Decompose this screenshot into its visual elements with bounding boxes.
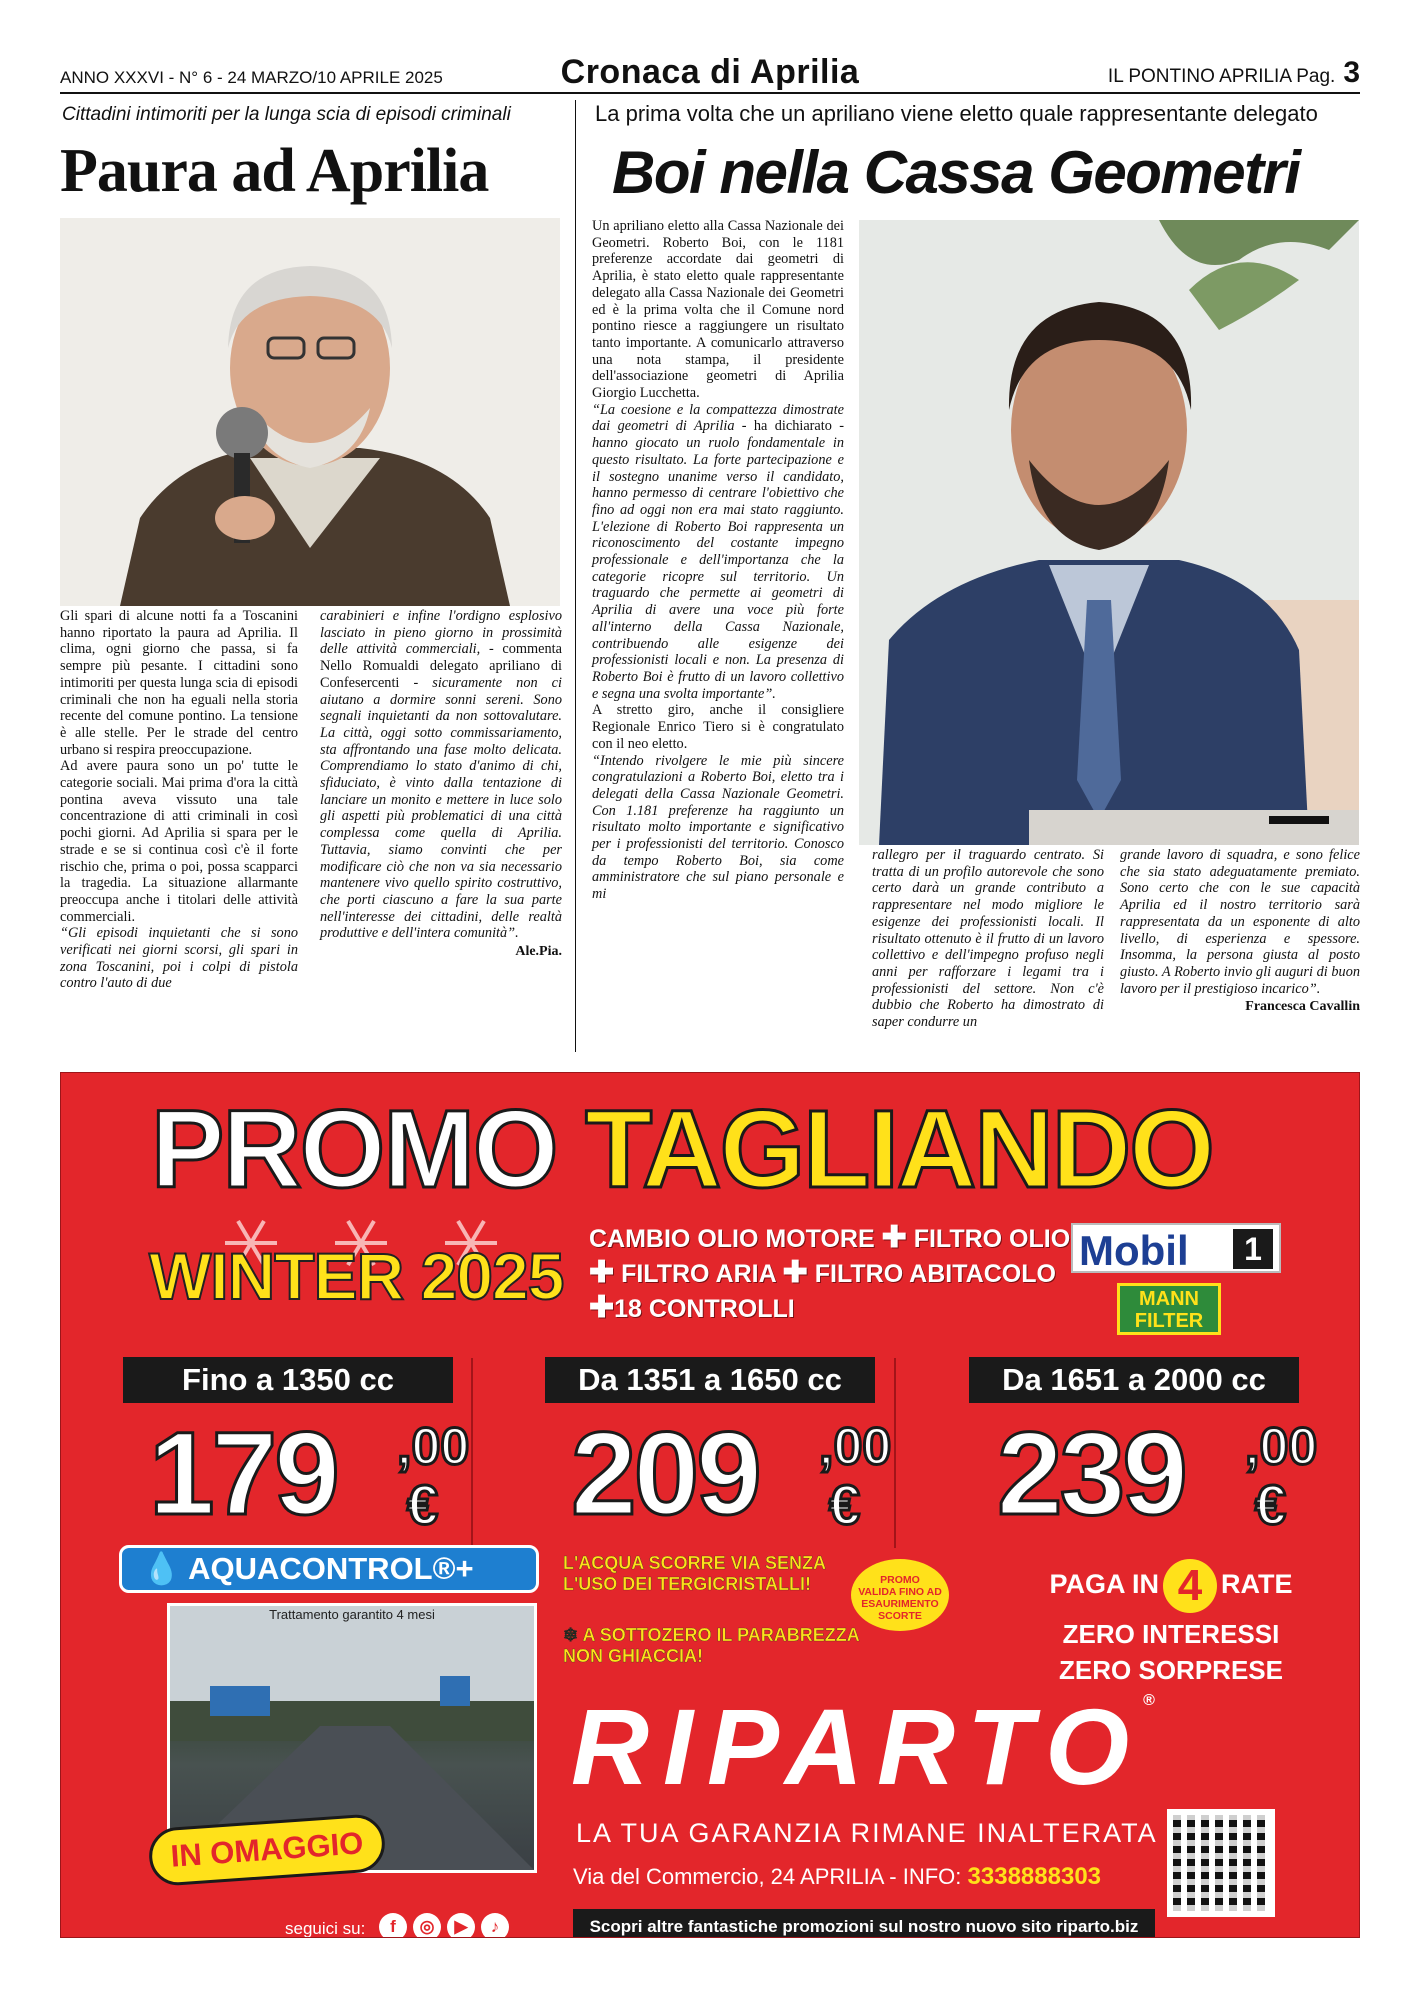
installments-line — [1021, 1559, 1321, 1613]
paper-label: IL PONTINO APRILIA Pag. — [1107, 66, 1336, 87]
paragraph — [872, 847, 1104, 1031]
plus-icon: ✚ — [589, 1291, 615, 1324]
badge-line: PROMO — [880, 1574, 920, 1586]
price-cents: ,00 — [819, 1418, 892, 1476]
mann-line: FILTER — [1134, 1310, 1204, 1332]
feature-water — [563, 1553, 826, 1595]
feature-text: A SOTTOZERO IL PARABREZZA — [582, 1625, 860, 1645]
website-bar — [573, 1909, 1155, 1938]
right-article-column-1 — [592, 218, 844, 903]
service-item: FILTRO ABITACOLO — [814, 1260, 1056, 1288]
free-gift-badge: IN OMAGGIO — [147, 1813, 386, 1887]
page-number: 3 — [1343, 56, 1360, 89]
water-drops-icon: 💧 — [142, 1551, 181, 1586]
left-article-column-1 — [60, 608, 298, 992]
service-item: FILTRO OLIO — [913, 1225, 1071, 1253]
left-article-signature: Ale.Pia. — [515, 944, 562, 960]
facebook-icon[interactable]: f — [379, 1913, 407, 1938]
attribution: - ha dichiarato - — [734, 418, 844, 435]
paragraph: A stretto giro, anche il consigliere Regionale Enrico Tiero si è congratulato con il neo eletto. — [592, 702, 844, 752]
mann-filter-logo — [1117, 1283, 1221, 1335]
aquacontrol-caption: Trattamento garantito 4 mesi — [269, 1607, 435, 1622]
tier-price — [149, 1408, 470, 1540]
tiktok-icon[interactable]: ♪ — [481, 1913, 509, 1938]
registered-mark: ® — [1143, 1692, 1155, 1709]
left-article-photo — [60, 218, 560, 606]
price-whole: 239 — [997, 1408, 1185, 1540]
page-header — [60, 53, 1360, 94]
plus-icon: ✚ — [782, 1256, 808, 1289]
paragraph: Un apriliano eletto alla Cassa Nazionale dei Geometri. Roberto Boi, con le 1181 preferenze accordate dai geometri di Aprilia, è stato eletto quale rappresentante delegato alla Cassa Nazionale dei Geometri ed è la prima volta che il Comune nord pontino riesce a raggiungere un risultato tanto importante. A comunicarlo attraverso una nota stampa, il presidente dell'associazione geometri di Aprilia Giorgio Lucchetta. — [592, 218, 844, 402]
promo-validity-badge — [851, 1559, 949, 1631]
address: Via del Commercio, 24 APRILIA - INFO: — [573, 1864, 962, 1889]
logo-wordmark: RIPARTO — [571, 1686, 1144, 1807]
quote-text: rallegro per il traguardo centrato. Si tratta di un profilo autorevole che sono certo darà un grande contributo a rappresentare nel modo migliore le esigenze dei professionisti locali. Il risultato ottenuto è il frutto di un lavoro collettivo e dell'impegno profuso negli anni per rafforzare i legami tra i professionisti del settore. Non c'è dubbio che Roberto ha dimostrato di saper condurre un — [872, 847, 1104, 1031]
right-article-column-2 — [872, 847, 1104, 1031]
tier-label: Fino a 1350 cc — [123, 1357, 453, 1403]
price-whole: 209 — [571, 1408, 759, 1540]
quote-text: “La coesione e la compattezza dimostrate dai geometri di Aprilia — [592, 401, 844, 435]
installments-count: 4 — [1163, 1559, 1217, 1613]
winter-label: WINTER 2025 — [149, 1239, 564, 1313]
tier-price — [997, 1408, 1318, 1540]
quote-text: sicuramente non ci aiutano a dormire sonni sereni. Sono segnali inquietanti da non sottovalutare. La città, oggi sotto commissariamento, sta affrontando una fase molto delicata. Comprendiamo lo stato d'animo di chi, sfiduciato, è vinto dalla tentazione di lanciare un monito e mettere in luce solo gli aspetti più problematici di una città complessa come quella di Aprilia. Tuttavia, siamo convinti che per modificare ciò che non va sia necessario mantenere vivo quello spirito costruttivo, che porti ciascuno a fare la sua parte nell'interesse dei cittadini, delle realtà produttive e dell'intera comunità”. — [320, 674, 562, 942]
price-cents: ,00 — [397, 1418, 470, 1476]
service-line — [589, 1256, 1070, 1291]
website-promo-text: Scopri altre fantastiche promozioni sul nostro nuovo sito — [589, 1917, 1052, 1936]
paragraph: Gli spari di alcune notti fa a Toscanini hanno riportato la paura ad Aprilia. Il clima, ogni giorno che passa, si fa sempre più pesante. I cittadini sono intimoriti per questa lunga scia di episodi criminali che non ha eguali nella storia recente del comune pontino. La tensione è alle stelle. Per le strade del centro urbano si respira preoccupazione. — [60, 608, 298, 758]
service-list — [589, 1221, 1070, 1326]
address-info — [573, 1863, 1101, 1891]
service-item: 18 CONTROLLI — [614, 1295, 795, 1323]
euro-icon: € — [407, 1473, 436, 1536]
service-line — [589, 1291, 1070, 1326]
feature-line: L'USO DEI TERGICRISTALLI! — [563, 1574, 811, 1594]
headline-promo: PROMO — [151, 1088, 557, 1211]
paragraph — [320, 608, 562, 942]
euro-icon: € — [1255, 1473, 1284, 1536]
badge-line: SCORTE — [878, 1610, 922, 1622]
zero-surprises: ZERO SORPRESE — [1059, 1655, 1283, 1685]
price-cents: ,00 — [1245, 1418, 1318, 1476]
paragraph: Ad avere paura sono un po' tutte le categorie sociali. Mai prima d'ora la città pontina aveva vissuto una tale concentrazione di atti criminali in così pochi giorni. Ad Aprilia si spara per le strade e se si continua così c'è il forte rischio che, prima o poi, possa scapparci la tragedia. La situazione allarmante preoccupa anche i titolari delle attività commerciali. — [60, 758, 298, 925]
website-link[interactable]: riparto.biz — [1056, 1917, 1139, 1936]
plus-icon: ✚ — [881, 1221, 907, 1254]
youtube-icon[interactable]: ▶ — [447, 1913, 475, 1938]
paper-name — [1108, 56, 1360, 90]
section-title: Cronaca di Aprilia — [560, 53, 860, 91]
ad-headline — [151, 1088, 1213, 1211]
right-article-photo — [859, 220, 1359, 845]
right-article-signature: Francesca Cavallin — [1245, 999, 1360, 1015]
feature-line: NON GHIACCIA! — [563, 1646, 703, 1666]
quote-text: “Gli episodi inquietanti che si sono verificati nei giorni scorsi, gli spari in zona Toscanini, poi i colpi di pistola contro l'auto di due — [60, 925, 298, 992]
quote-text: grande lavoro di squadra, e sono felice che sia stato adeguatamente premiato. Sono certo che con le sue capacità Aprilia ed il nostro territorio sarà rappresentata da un esponente di alto livello, di esperienza e spessore. Insomma, la persona giusta al posto giusto. A Roberto invio gli auguri di buon lavoro per il prestigioso incarico”. — [1120, 847, 1360, 997]
snowflake-icon: ❄ — [563, 1625, 579, 1645]
right-article-kicker: La prima volta che un apriliano viene eletto quale rappresentante delegato — [595, 101, 1318, 126]
column-divider — [575, 100, 576, 1052]
quote-text: hanno giocato un ruolo fondamentale in questo risultato. La forte partecipazione e il sostegno unanime verso il candidato, hanno permesso di centrare l'obiettivo che fino ad oggi non era mai stato raggiunto. L'elezione di Roberto Boi rappresenta un riconoscimento del costante impegno professionale e dell'importanza che la categorie ricopre sul territorio. Un traguardo che permette ai geometri di Aprilia di avere una voce più forte all'interno della Cassa Nazionale, contribuendo alle esigenze dei professionisti locali e non. La presenza di Roberto Boi è frutto di un lavoro collettivo e segna una svolta importante”. — [592, 435, 844, 702]
tier-label: Da 1651 a 2000 cc — [969, 1357, 1299, 1403]
pay-suffix: RATE — [1221, 1569, 1293, 1600]
left-article-title: Paura ad Aprilia — [60, 137, 489, 205]
euro-icon: € — [829, 1473, 858, 1536]
installments-offer — [1021, 1559, 1321, 1685]
riparto-logo — [571, 1686, 1155, 1807]
service-line — [589, 1221, 1070, 1256]
feature-frost — [563, 1625, 860, 1667]
man-in-suit-illustration — [859, 220, 1359, 845]
mobil-number: 1 — [1233, 1229, 1273, 1269]
badge-line: VALIDA FINO AD — [858, 1586, 942, 1598]
issue-info: ANNO XXXVI - N° 6 - 24 MARZO/10 APRILE 2025 — [60, 68, 443, 87]
paragraph — [1120, 847, 1360, 997]
tier-divider — [471, 1358, 473, 1548]
pay-prefix: PAGA IN — [1049, 1569, 1159, 1600]
headline-tagliando: TAGLIANDO — [585, 1088, 1213, 1211]
aquacontrol-label: AQUACONTROL®+ — [188, 1551, 474, 1586]
feature-line — [563, 1625, 860, 1646]
mobil-wordmark: Mobil — [1079, 1227, 1189, 1274]
instagram-icon[interactable]: ◎ — [413, 1913, 441, 1938]
mobil1-logo — [1071, 1223, 1281, 1273]
follow-label: seguici su: — [285, 1919, 366, 1938]
quote-text: “Intendo rivolgere le mie più sincere congratulazioni a Roberto Boi, eletto tra i delegati della Cassa Nazionale Geometri. Con 1.181 preferenze ha raggiunto un risultato molto importante e significativo per i professionisti del territorio. Conosco da tempo Roberto Boi, sia come amministratore che sul piano personale e mi — [592, 752, 844, 903]
right-article-title: Boi nella Cassa Geometri — [612, 139, 1300, 206]
paragraph — [592, 402, 844, 703]
plus-icon: ✚ — [589, 1256, 615, 1289]
service-item: FILTRO ARIA — [621, 1260, 776, 1288]
tier-label: Da 1351 a 1650 cc — [545, 1357, 875, 1403]
phone-number: 3338888303 — [967, 1863, 1102, 1890]
left-article-kicker: Cittadini intimoriti per la lunga scia di episodi criminali — [62, 104, 511, 125]
aquacontrol-badge — [119, 1545, 539, 1593]
service-item: CAMBIO OLIO MOTORE — [589, 1225, 875, 1253]
mann-line: MANN — [1139, 1288, 1199, 1310]
tagline: LA TUA GARANZIA RIMANE INALTERATA — [576, 1818, 1158, 1848]
qr-code-icon[interactable] — [1167, 1809, 1275, 1917]
price-whole: 179 — [149, 1408, 337, 1540]
man-with-microphone-illustration — [60, 218, 560, 606]
social-icons — [379, 1913, 515, 1938]
zero-interest: ZERO INTERESSI — [1062, 1619, 1280, 1649]
quote-text: carabinieri e infine l'ordigno esplosivo lasciato in pieno giorno in prossimità delle attività commerciali, — [320, 608, 562, 658]
feature-line: L'ACQUA SCORRE VIA SENZA — [563, 1553, 826, 1573]
tier-divider — [894, 1358, 896, 1548]
attribution: - commenta Nello Romualdi delegato apriliano di Confesercenti - — [320, 641, 562, 691]
badge-line: ESAURIMENTO — [861, 1598, 939, 1610]
left-article-column-2 — [320, 608, 562, 961]
paragraph — [592, 753, 844, 903]
promo-advertisement — [60, 1072, 1360, 1938]
paragraph — [60, 925, 298, 992]
tier-price — [571, 1408, 892, 1540]
right-article-column-3 — [1120, 847, 1360, 1016]
